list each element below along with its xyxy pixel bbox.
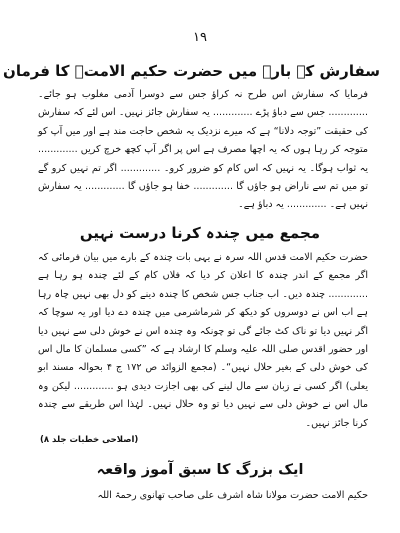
page-number: ۱۹ xyxy=(193,30,207,45)
section-heading-recommendation: سفارش کے بارے میں حضرت حکیم الامتؒ کا فرمان xyxy=(3,62,380,80)
section-heading-donation: مجمع میں چندہ کرنا درست نہیں xyxy=(79,224,321,242)
section-heading-story: ایک بزرگ کا سبق آموز واقعہ xyxy=(96,462,304,478)
paragraph-story: حکیم الامت حضرت مولانا شاہ اشرف علی صاحب تھانوی رحمۃ اللہ xyxy=(97,490,368,501)
paragraph-donation: حضرت حکیم الامت قدس اللہ سرہ نے یہی بات چندہ کے بارے میں بیان فرمائی کہ اگر مجمع کے اندر چندہ کا اعلان کر دیا کہ فلاں کام کے لئے چندہ ہو رہا ہے ............. چندہ دیں۔ اب جناب جس شخص کا چندہ دینے کو دل بھی نہیں چاہ رہا ہے اب اس نے دوسروں کو دیکھ کر شرماشرمی میں چندہ دے دیا اور یہ سوچا کہ اگر نہیں دیا تو ناک کٹ جائے گی تو چونکہ وہ چندہ اس نے خوش دلی سے نہیں دیا اور حضور اقدس صلی اللہ علیہ وسلم کا ارشاد ہے کہ ”کسی مسلمان کا مال اس کی خوش دلی کے بغیر حلال نہیں“۔ (مجمع الزوائد ص ۱۷۲ ج ۴ بحوالہ مسند ابو یعلی) اگر کسی نے زبان سے مال لینے کی بھی اجازت دیدی ہو ............. لیکن وہ مال اس نے خوش دلی سے نہیں دیا تو وہ حلال نہیں۔ لہٰذا اس طریقے سے چندہ کرنا جائز نہیں۔ xyxy=(38,252,368,429)
paragraph-recommendation: فرمایا کہ سفارش اس طرح نہ کراؤ جس سے دوسرا آدمی مغلوب ہو جائے۔ ............. جس سے دباؤ پڑے ............. یہ سفارش جائز نہیں۔ اس لئے کہ سفارش کی حقیقت ”توجہ دلانا“ ہے کہ میرے نزدیک یہ شخص حاجت مند ہے اور میں آپ کو متوجہ کر رہا ہوں کہ یہ اچھا مصرف ہے اس پر اگر آپ کچھ خرچ کریں ............. یہ ثواب ہوگا۔ یہ نہیں کہ اس کام کو ضرور کرو۔ ............. اگر تم نہیں کرو گے تو میں تم سے ناراض ہو جاؤں گا ............. خفا ہو جاؤں گا ............. یہ سفارش نہیں ہے۔ ............. یہ دباؤ ہے۔ xyxy=(38,89,368,211)
source-reference: (اصلاحی خطبات جلد ۸) xyxy=(40,435,139,445)
